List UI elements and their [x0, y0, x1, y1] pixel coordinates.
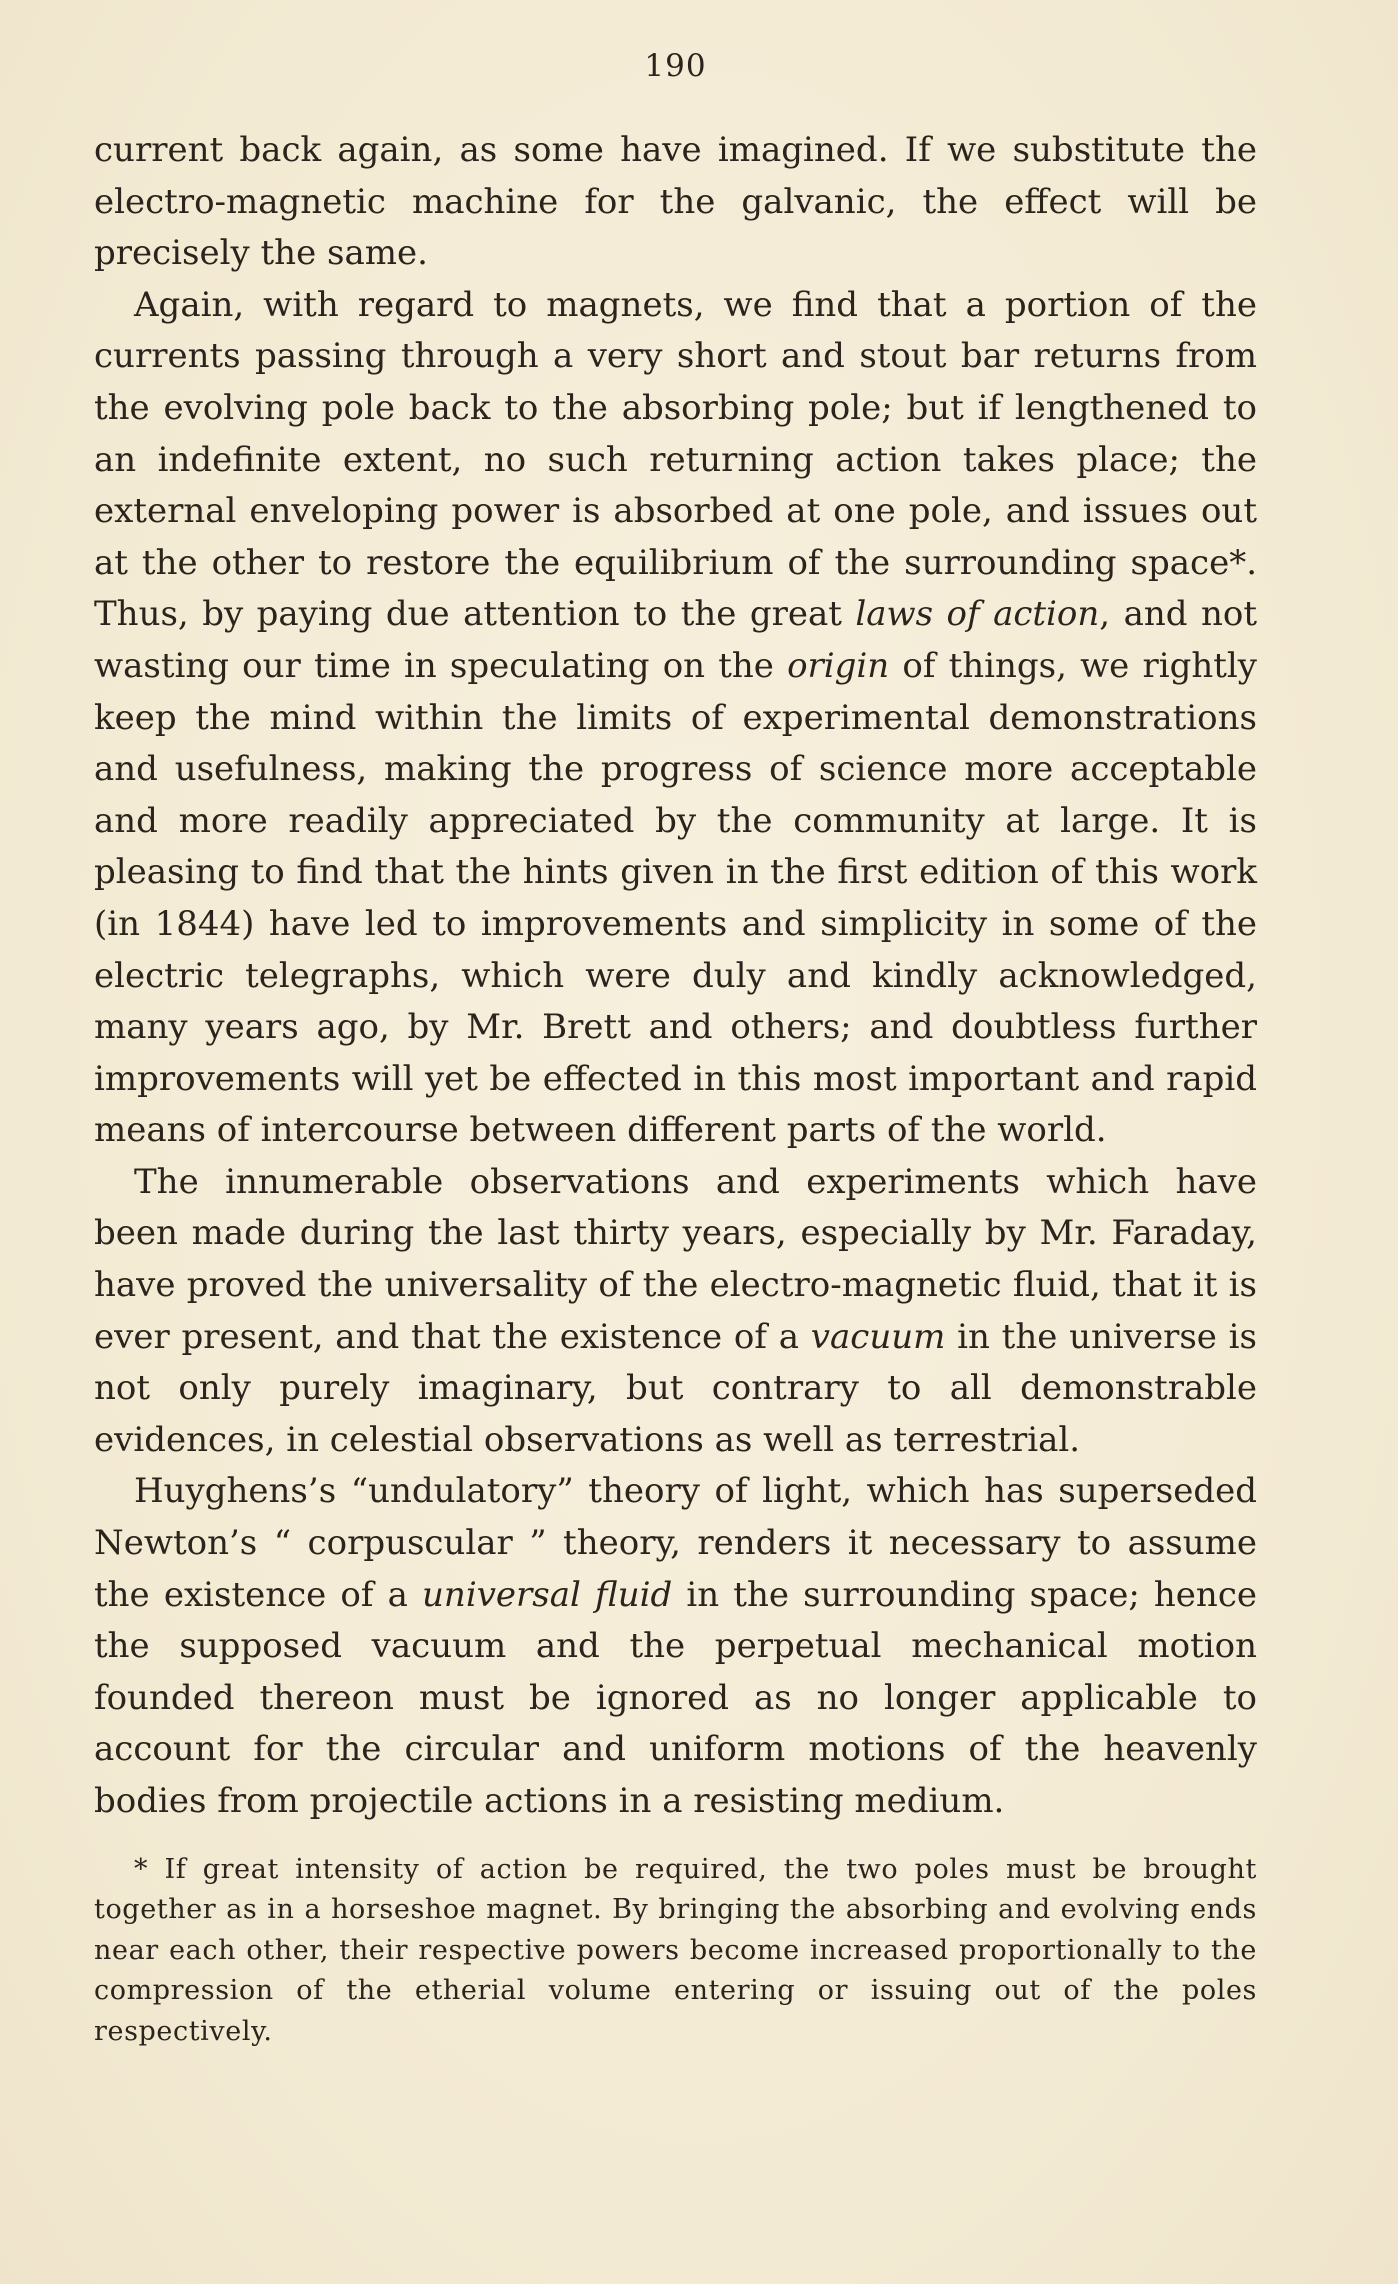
paragraph-continued	[94, 125, 1257, 280]
italic-term: universal fluid	[422, 1574, 673, 1615]
italic-term: origin	[787, 645, 890, 686]
paragraph-text: The innumerable observations and experiments which have been made during the last thirty years, especially by Mr. Faraday, have proved the universality of the electro-magnetic fluid, that it is ever present, and that the existence of a	[94, 1161, 1257, 1357]
paragraph-text: current back again, as some have imagined. If we substitute the electro-magnetic machine for the galvanic, the effect will be precisely the same.	[94, 130, 1257, 274]
paragraph-text: in the surrounding space; hence the supposed vacuum and the perpetual mechanical motion founded thereon must be ignored as no longer applicable to account for the circular and uniform motions of the heavenly bodies from projectile actions in a resisting medium.	[94, 1574, 1257, 1821]
body-text	[94, 125, 1257, 1828]
footnote: * If great intensity of action be required, the two poles must be brought together as in a horseshoe magnet. By bringing the absorbing and evolving ends near each other, their respective powers become increased proportionally to the compression of the etherial volume entering or issuing out of the poles respectively.	[94, 1853, 1257, 2047]
italic-term: vacuum	[810, 1316, 946, 1357]
paragraph-observations	[94, 1157, 1257, 1467]
paragraph-text: in the universe is not only purely imaginary, but contrary to all demonstrable evidences, in celestial observations as well as terrestrial.	[94, 1316, 1258, 1460]
page-number: 190	[644, 48, 707, 84]
paragraph-text: , and not wasting our time in speculating on the	[94, 594, 1257, 686]
paragraph-magnets	[94, 280, 1257, 1157]
paragraph-huyghens	[94, 1466, 1257, 1827]
paragraph-text: of things, we rightly keep the mind within the limits of experimental demonstrations and usefulness, making the progress of science more acceptable and more readily appreciated by the community at large. It is pleasing to find that the hints given in the first edition of this work (in 1844) have led to improvements and simplicity in some of the electric telegraphs, which were duly and kindly acknowledged, many years ago, by Mr. Brett and others; and doubtless further improvements will yet be effected in this most important and rapid means of intercourse between different parts of the world.	[94, 645, 1257, 1151]
italic-term: laws of action	[855, 594, 1100, 635]
paragraph-text: Again, with regard to magnets, we find that a portion of the currents passing through a very short and stout bar returns from the evolving pole back to the absorbing pole; but if lengthened to an indefinite extent, no such returning action takes place; the external enveloping power is absorbed at one pole, and issues out at the other to restore the equilibrium of the surrounding space*. Thus, by paying due attention to the great	[94, 284, 1257, 635]
paragraph-text: Huyghens’s “undulatory” theory of light, which has superseded Newton’s “ corpuscular ” theory, renders it necessary to assume the existence of a	[94, 1471, 1257, 1615]
